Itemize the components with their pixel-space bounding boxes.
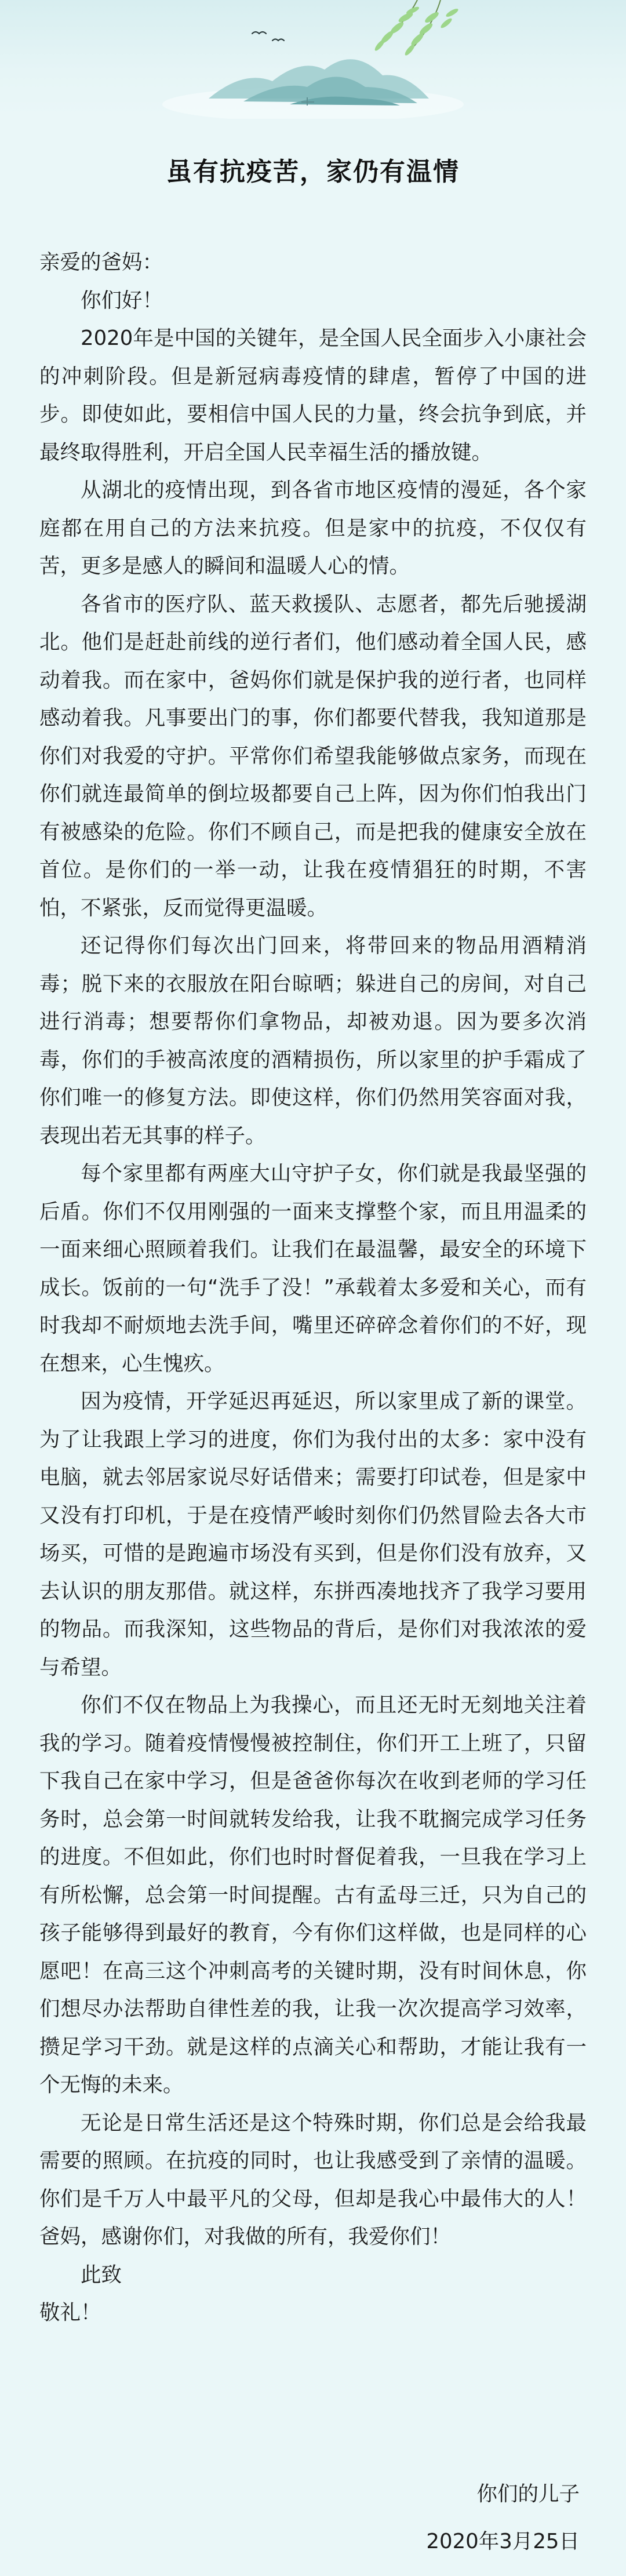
- paragraph: 从湖北的疫情出现，到各省市地区疫情的漫延，各个家庭都在用自己的方法来抗疫。但是家中的抗疫，不仅仅有苦，更多是感人的瞬间和温暖人心的情。: [39, 478, 587, 578]
- closing-line-2: 敬礼！: [39, 2301, 101, 2324]
- letter-body: [39, 243, 587, 2332]
- greeting: 你们好！: [81, 288, 163, 312]
- paragraph: 2020年是中国的关键年，是全国人民全面步入小康社会的冲刺阶段。但是新冠病毒疫情的肆虐，暂停了中国的进步。即使如此，要相信中国人民的力量，终会抗争到底，并最终取得胜利，开启全国人民幸福生活的播放键。: [39, 326, 587, 464]
- signature: 你们的儿子: [476, 2482, 580, 2506]
- header-banner: [0, 0, 626, 119]
- paragraph: 每个家里都有两座大山守护子女，你们就是我最坚强的后盾。你们不仅用刚强的一面来支撑整个家，而且用温柔的一面来细心照顾着我们。让我们在最温馨，最安全的环境下成长。饭前的一句“洗手了没！”承载着太多爱和关心，而有时我却不耐烦地去洗手间，嘴里还碎碎念着你们的不好，现在想来，心生愧疚。: [39, 1162, 587, 1376]
- paragraph: 因为疫情，开学延迟再延迟，所以家里成了新的课堂。为了让我跟上学习的进度，你们为我付出的太多：家中没有电脑，就去邻居家说尽好话借来；需要打印试卷，但是家中又没有打印机，于是在疫情严峻时刻你们仍然冒险去各大市场买，可惜的是跑遍市场没有买到，但是你们没有放弃，又去认识的朋友那借。就这样，东拼西凑地找齐了我学习要用的物品。而我深知，这些物品的背后，是你们对我浓浓的爱与希望。: [39, 1389, 587, 1679]
- page-title: 虽有抗疫苦，家仍有温情: [166, 157, 460, 187]
- paragraph: 各省市的医疗队、蓝天救援队、志愿者，都先后驰援湖北。他们是赶赴前线的逆行者们，他们感动着全国人民，感动着我。而在家中，爸妈你们就是保护我的逆行者，也同样感动着我。凡事要出门的事，你们都要代替我，我知道那是你们对我爱的守护。平常你们希望我能够做点家务，而现在你们就连最简单的倒垃圾都要自己上阵，因为你们怕我出门有被感染的危险。你们不顾自己，而是把我的健康安全放在首位。是你们的一举一动，让我在疫情猖狂的时期，不害怕，不紧张，反而觉得更温暖。: [39, 592, 587, 920]
- birds-icon: [252, 32, 284, 41]
- closing-line-1: 此致: [81, 2262, 122, 2287]
- willow-icon: [373, 0, 459, 57]
- letter-date: 2020年3月25日: [426, 2530, 580, 2553]
- paragraph: 无论是日常生活还是这个特殊时期，你们总是会给我最需要的照顾。在抗疫的同时，也让我感受到了亲情的温暖。你们是千万人中最平凡的父母，但却是我心中最伟大的人！爸妈，感谢你们，对我做的所有，我爱你们！: [39, 2111, 587, 2248]
- paragraph: 你们不仅在物品上为我操心，而且还无时无刻地关注着我的学习。随着疫情慢慢被控制住，你们开工上班了，只留下我自己在家中学习，但是爸爸你每次在收到老师的学习任务时，总会第一时间就转发给我，让我不耽搁完成学习任务的进度。不但如此，你们也时时督促着我，一旦我在学习上有所松懈，总会第一时间提醒。古有孟母三迁，只为自己的孩子能够得到最好的教育，今有你们这样做，也是同样的心愿吧！在高三这个冲刺高考的关键时期，没有时间休息，你们想尽办法帮助自律性差的我，让我一次次提高学习效率，攒足学习干劲。就是这样的点滴关心和帮助，才能让我有一个无悔的未来。: [39, 1693, 587, 2097]
- paragraph: 还记得你们每次出门回来，将带回来的物品用酒精消毒；脱下来的衣服放在阳台晾晒；躲进自己的房间，对自己进行消毒；想要帮你们拿物品，却被劝退。因为要多次消毒，你们的手被高浓度的酒精损伤，所以家里的护手霜成了你们唯一的修复方法。即使这样，你们仍然用笑容面对我，表现出若无其事的样子。: [39, 934, 587, 1148]
- landscape-illustration: [0, 0, 626, 119]
- salutation: 亲爱的爸妈：: [39, 250, 163, 274]
